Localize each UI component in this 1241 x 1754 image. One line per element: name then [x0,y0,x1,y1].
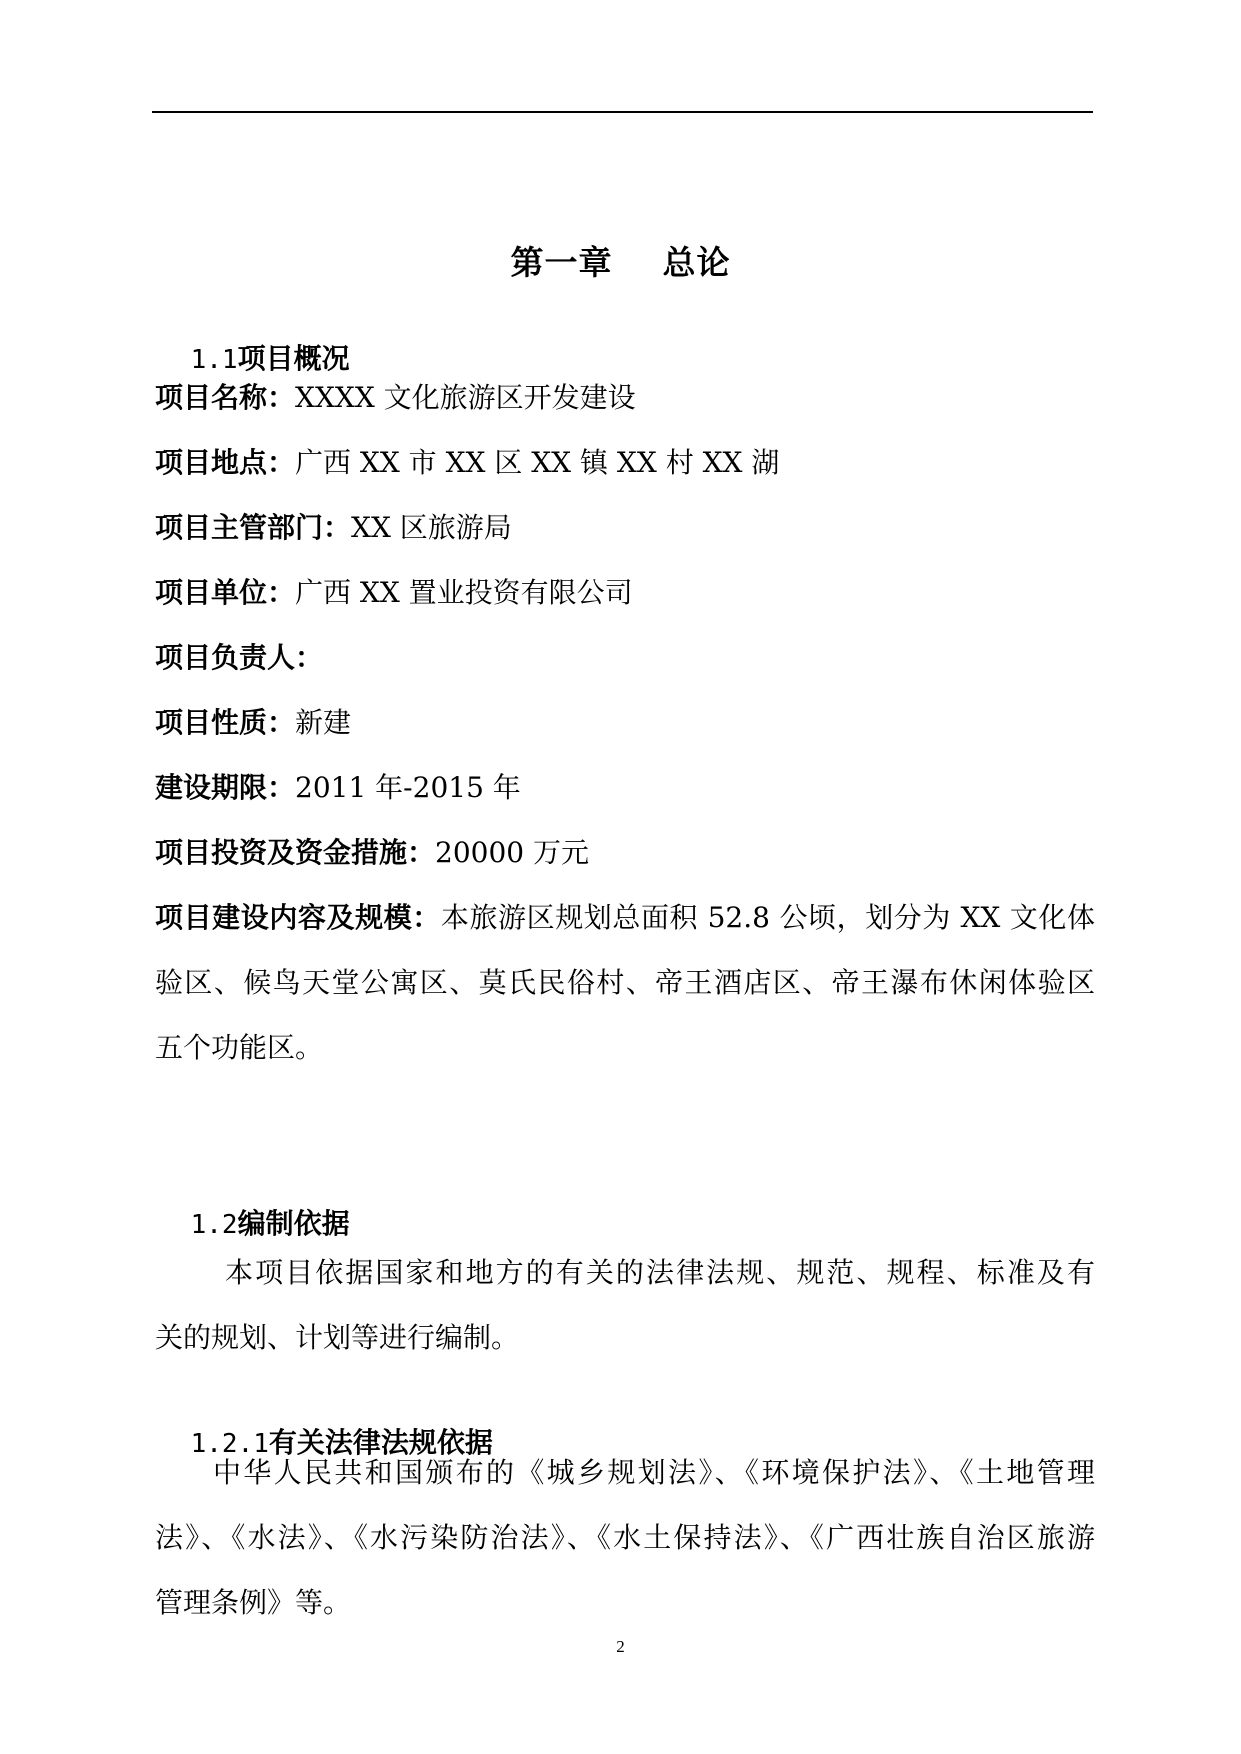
info-value: 2011 年-2015 年 [295,771,521,804]
section-title: 编制依据 [237,1207,350,1240]
laws-line-1: 中华人民共和国颁布的《城乡规划法》、《环境保护法》、《土地管理 [213,1456,1095,1489]
section-number: 1.2 [190,1210,238,1240]
scale-label: 项目建设内容及规模： [155,901,441,934]
basis-paragraph [155,1240,1095,1370]
info-label: 项目性质： [155,706,296,739]
info-value: 新建 [295,706,352,739]
info-label: 项目投资及资金措施： [155,836,436,869]
scale-paragraph [155,885,1095,1080]
info-label: 项目地点： [155,446,296,479]
info-line-period [155,755,1095,820]
info-value: 广西 XX 市 XX 区 XX 镇 XX 村 XX 湖 [295,446,780,479]
laws-line-3: 管理条例》等。 [155,1586,352,1619]
section-title: 有关法律法规依据 [268,1426,493,1459]
info-label: 项目主管部门： [155,511,352,544]
info-line-responsible [155,625,1095,690]
info-value: 广西 XX 置业投资有限公司 [295,576,633,609]
info-value: XX 区旅游局 [351,511,512,544]
header-rule [152,111,1093,113]
info-label: 项目名称： [155,381,296,414]
basis-line-2: 关的规划、计划等进行编制。 [155,1321,520,1354]
info-label: 项目单位： [155,576,296,609]
info-line-name [155,365,1095,430]
page-number: 2 [616,1637,625,1656]
section-title: 项目概况 [237,342,350,375]
scale-line-2: 验区、候鸟天堂公寓区、莫氏民俗村、帝王酒店区、帝王瀑布休闲体验区 [155,966,1095,999]
section-number: 1.2.1 [190,1429,269,1459]
laws-paragraph [155,1440,1095,1635]
info-line-unit [155,560,1095,625]
laws-line-2: 法》、《水法》、《水污染防治法》、《水土保持法》、《广西壮族自治区旅游 [155,1521,1095,1554]
info-value: XXXX 文化旅游区开发建设 [295,381,636,414]
info-line-department [155,495,1095,560]
section-number: 1.1 [190,345,238,375]
basis-line-1: 本项目依据国家和地方的有关的法律法规、规范、规程、标准及有 [225,1256,1095,1289]
scale-line-1 [155,885,1095,950]
info-value: 20000 万元 [435,836,589,869]
info-line-location [155,430,1095,495]
scale-line-3: 五个功能区。 [155,1031,324,1064]
info-line-nature [155,690,1095,755]
scale-text-1: 本旅游区规划总面积 52.8 公顷，划分为 XX 文化体 [440,901,1095,934]
info-line-investment [155,820,1095,885]
chapter-title: 第一章 总论 [510,243,731,282]
info-label: 项目负责人： [155,641,324,674]
info-label: 建设期限： [155,771,296,804]
